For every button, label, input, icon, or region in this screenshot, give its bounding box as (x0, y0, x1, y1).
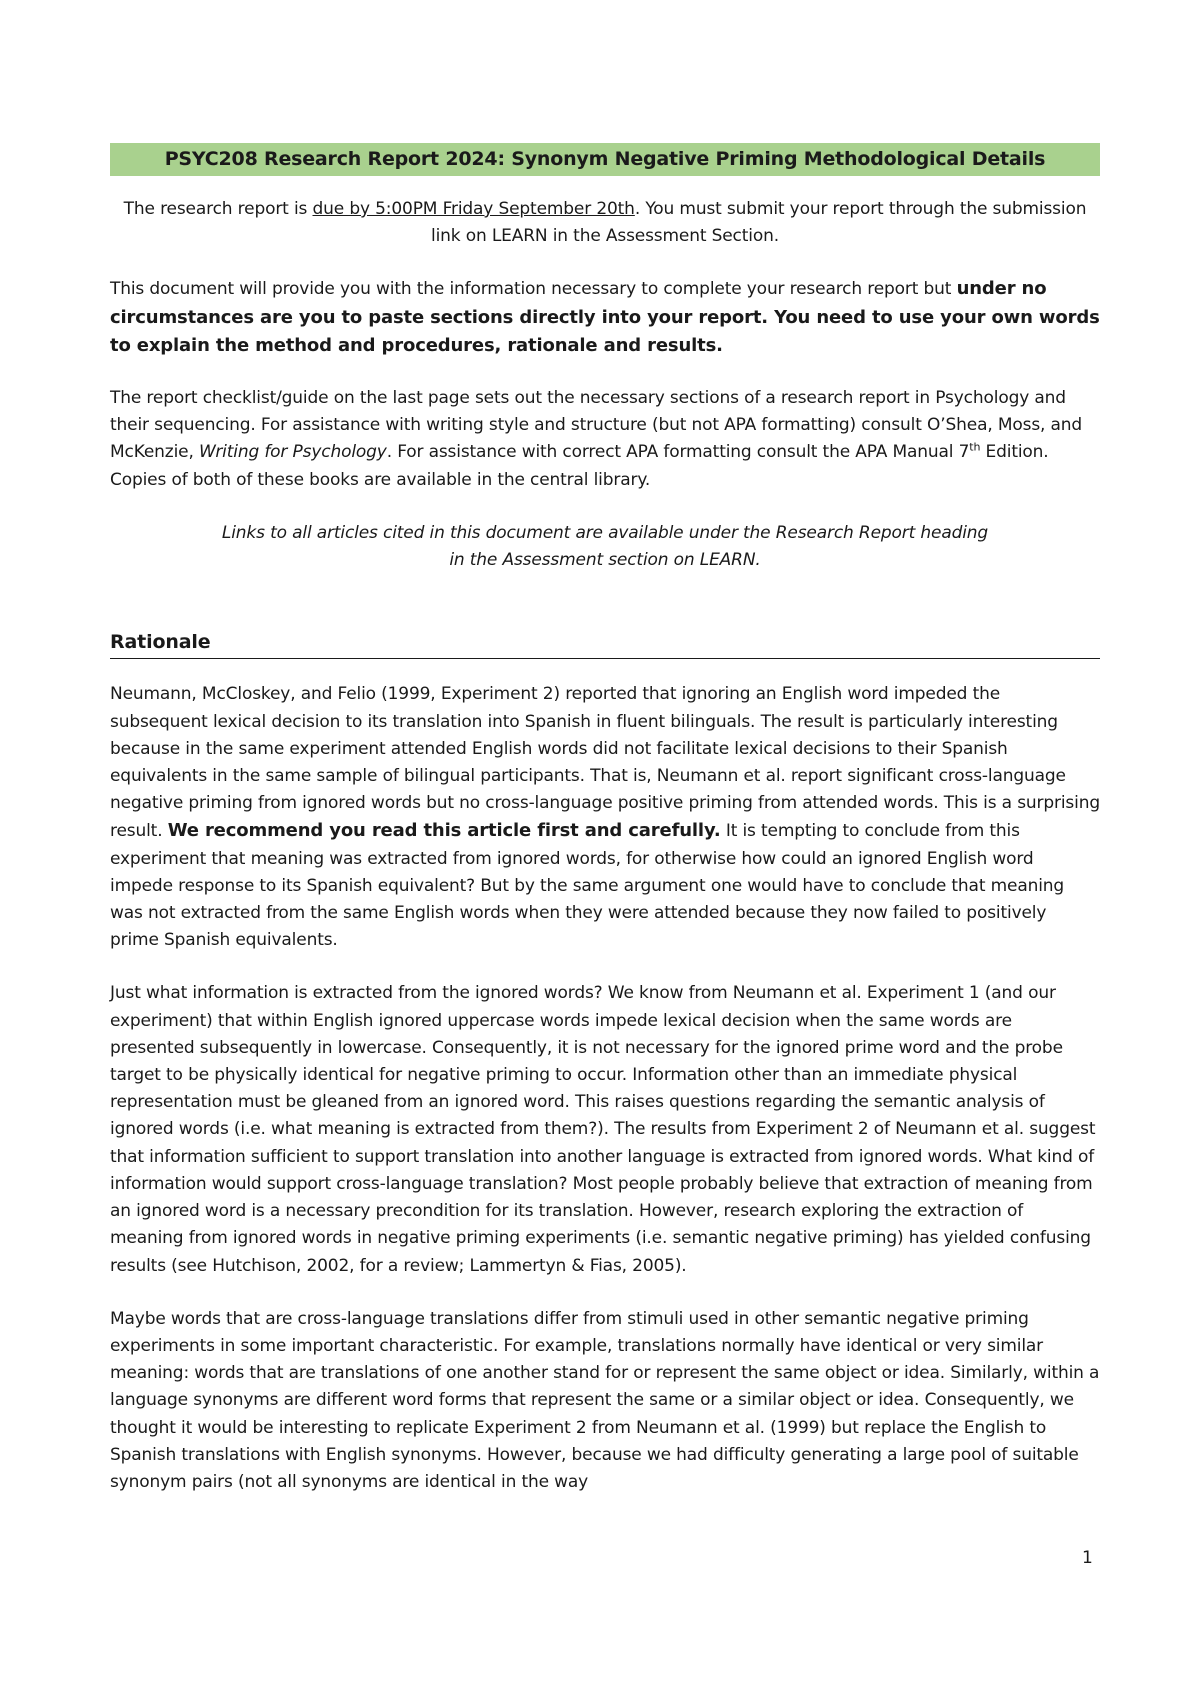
rationale-heading: Rationale (110, 629, 1100, 659)
rationale-paragraph-3: Maybe words that are cross-language translations differ from stimuli used in other semantic negative priming experiments in some important characteristic. For example, translations normally have identical or very similar meaning: words that are translations of one another stand for or represent the same object or idea. Similarly, within a language synonyms are different word forms that represent the same or a similar object or idea. Consequently, we thought it would be interesting to replicate Experiment 2 from Neumann et al. (1999) but replace the English to Spanish translations with English synonyms. However, because we had difficulty generating a large pool of suitable synonym pairs (not all synonyms are identical in the way (110, 1308, 1100, 1492)
rationale-paragraph-2: Just what information is extracted from the ignored words? We know from Neumann et al. Experiment 1 (and our experiment) that within English ignored uppercase words impede lexical decision when the same words are presented subsequently in lowercase. Consequently, it is not necessary for the ignored prime word and the probe target to be physically identical for negative priming to occur. Information other than an immediate physical representation must be gleaned from an ignored word. This raises questions regarding the semantic analysis of ignored words (i.e. what meaning is extracted from them?). The results from Experiment 2 of Neumann et al. suggest that information sufficient to support translation into another language is extracted from ignored words. What kind of information would support cross-language translation? Most people probably believe that extraction of meaning from an ignored word is a necessary precondition for its translation. However, research exploring the extraction of meaning from ignored words in negative priming experiments (i.e. semantic negative priming) has yielded confusing results (see Hutchison, 2002, for a review; Lammertyn & Fias, 2005). (110, 983, 1096, 1276)
document-title: PSYC208 Research Report 2024: Synonym Negative Priming Methodological Details (110, 143, 1100, 176)
checklist-paragraph (110, 385, 1100, 494)
edition-superscript: th (969, 440, 981, 454)
rationale-p1-a: Neumann, McCloskey, and Felio (1999, Experiment 2) reported that ignoring an English word impeded the subsequent lexical decision to its translation into Spanish in fluent bilinguals. The result is particularly interesting because in the same experiment attended English words did not facilitate lexical decisions to their Spanish equivalents in the same sample of bilingual participants. That is, Neumann et al. report significant cross-language negative priming from ignored words but no cross-language positive priming from attended words. This is a surprising result. (110, 684, 1100, 842)
instructions-emphasis: under no circumstances are you to paste sections directly into your report. You need to use your own words to explain the method and procedures, rationale and results. (110, 278, 1100, 356)
deadline-post: . You must submit your report through the submission link on LEARN in the Assessment Section. (431, 199, 1087, 247)
deadline-paragraph (110, 196, 1100, 250)
deadline-pre: The research report is (123, 199, 313, 219)
page-number: 1 (1082, 1548, 1093, 1568)
deadline-date: due by 5:00PM Friday September 20th (312, 199, 635, 219)
links-note-line2: in the Assessment section on LEARN. (449, 550, 761, 571)
rationale-p1-bold: We recommend you read this article first and carefully. (167, 820, 721, 842)
links-note (110, 520, 1100, 574)
checklist-part2: . For assistance with correct APA formatting consult the APA Manual 7 (386, 442, 970, 463)
rationale-p1-b: It is tempting to conclude from this experiment that meaning was extracted from ignored words, for otherwise how could an ignored English word impede response to its Spanish equivalent? But by the same argument one would have to conclude that meaning was not extracted from the same English words when they were attended because they now failed to positively prime Spanish equivalents. (110, 821, 1065, 951)
instructions-pre: This document will provide you with the information necessary to complete your research report but (110, 279, 957, 300)
checklist-part1: The report checklist/guide on the last page sets out the necessary sections of a research report in Psychology and their sequencing. For assistance with writing style and structure (but not APA formatting) consult O’Shea, Moss, and McKenzie, (110, 388, 1083, 463)
document-content (110, 143, 1100, 1496)
book-title: Writing for Psychology (198, 442, 387, 463)
instructions-paragraph (110, 275, 1100, 360)
links-note-line1: Links to all articles cited in this document are available under the Research Report heading (221, 522, 989, 543)
rationale-paragraph-1 (110, 681, 1100, 954)
checklist-part3: Edition. Copies of both of these books are available in the central library. (110, 442, 1049, 490)
